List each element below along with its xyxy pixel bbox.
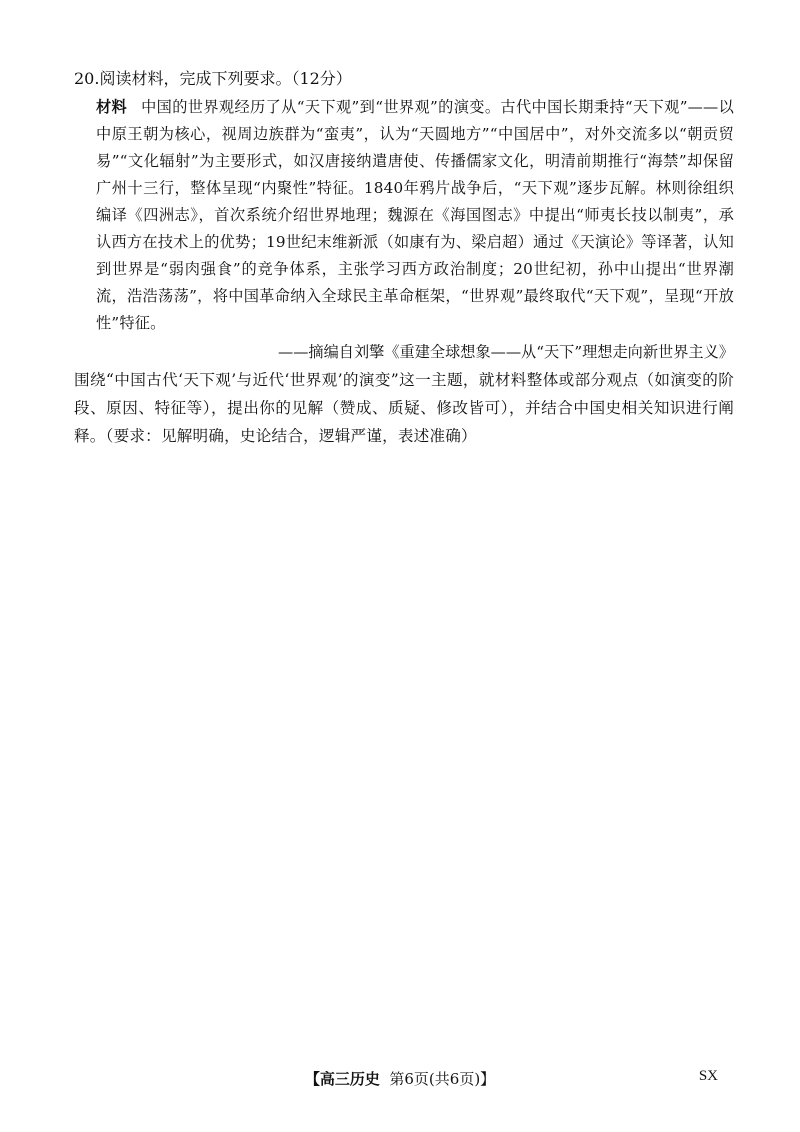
material-source: ——摘编自刘擎《重建全球想象——从“天下”理想走向新世界主义》 xyxy=(278,343,734,361)
footer-center xyxy=(0,1068,800,1089)
material-paragraph xyxy=(74,94,734,337)
question-20 xyxy=(74,66,734,450)
question-task: 围绕“中国古代‘天下观’与近代‘世界观’的演变”这一主题，就材料整体或部分观点（如演变的阶段、原因、特征等），提出你的见解（赞成、质疑、修改皆可），并结合中国史相关知识进行阐释。（要求：见解明确，史论结合，逻辑严谨，表述准确） xyxy=(74,371,734,445)
footer-page-info: 第6页(共6页)】 xyxy=(389,1070,496,1088)
material-text: 中国的世界观经历了从“天下观”到“世界观”的演变。古代中国长期秉持“天下观”——以中原王朝为核心，视周边族群为“蛮夷”，认为“天圆地方”“中国居中”，对外交流多以“朝贡贸易”“文化辐射”为主要形式，如汉唐接纳遣唐使、传播儒家文化，明清前期推行“海禁”却保留广州十三行，整体呈现“内聚性”特征。1840年鸦片战争后，“天下观”逐步瓦解。林则徐组织编译《四洲志》，首次系统介绍世界地理；魏源在《海国图志》中提出“师夷长技以制夷”，承认西方在技术上的优势；19世纪末维新派（如康有为、梁启超）通过《天演论》等译著，认知到世界是“弱肉强食”的竞争体系，主张学习西方政治制度；20世纪初，孙中山提出“世界潮流，浩浩荡荡”，将中国革命纳入全球民主革命框架，“世界观”最终取代“天下观”，呈现“开放性”特征。 xyxy=(96,98,734,332)
question-header: 20.阅读材料，完成下列要求。（12分） xyxy=(74,69,352,88)
material-label: 材料 xyxy=(96,98,128,116)
footer-subject: 【高三历史 xyxy=(304,1070,380,1088)
footer-code: SX xyxy=(698,1068,718,1084)
page-footer xyxy=(0,1068,800,1092)
